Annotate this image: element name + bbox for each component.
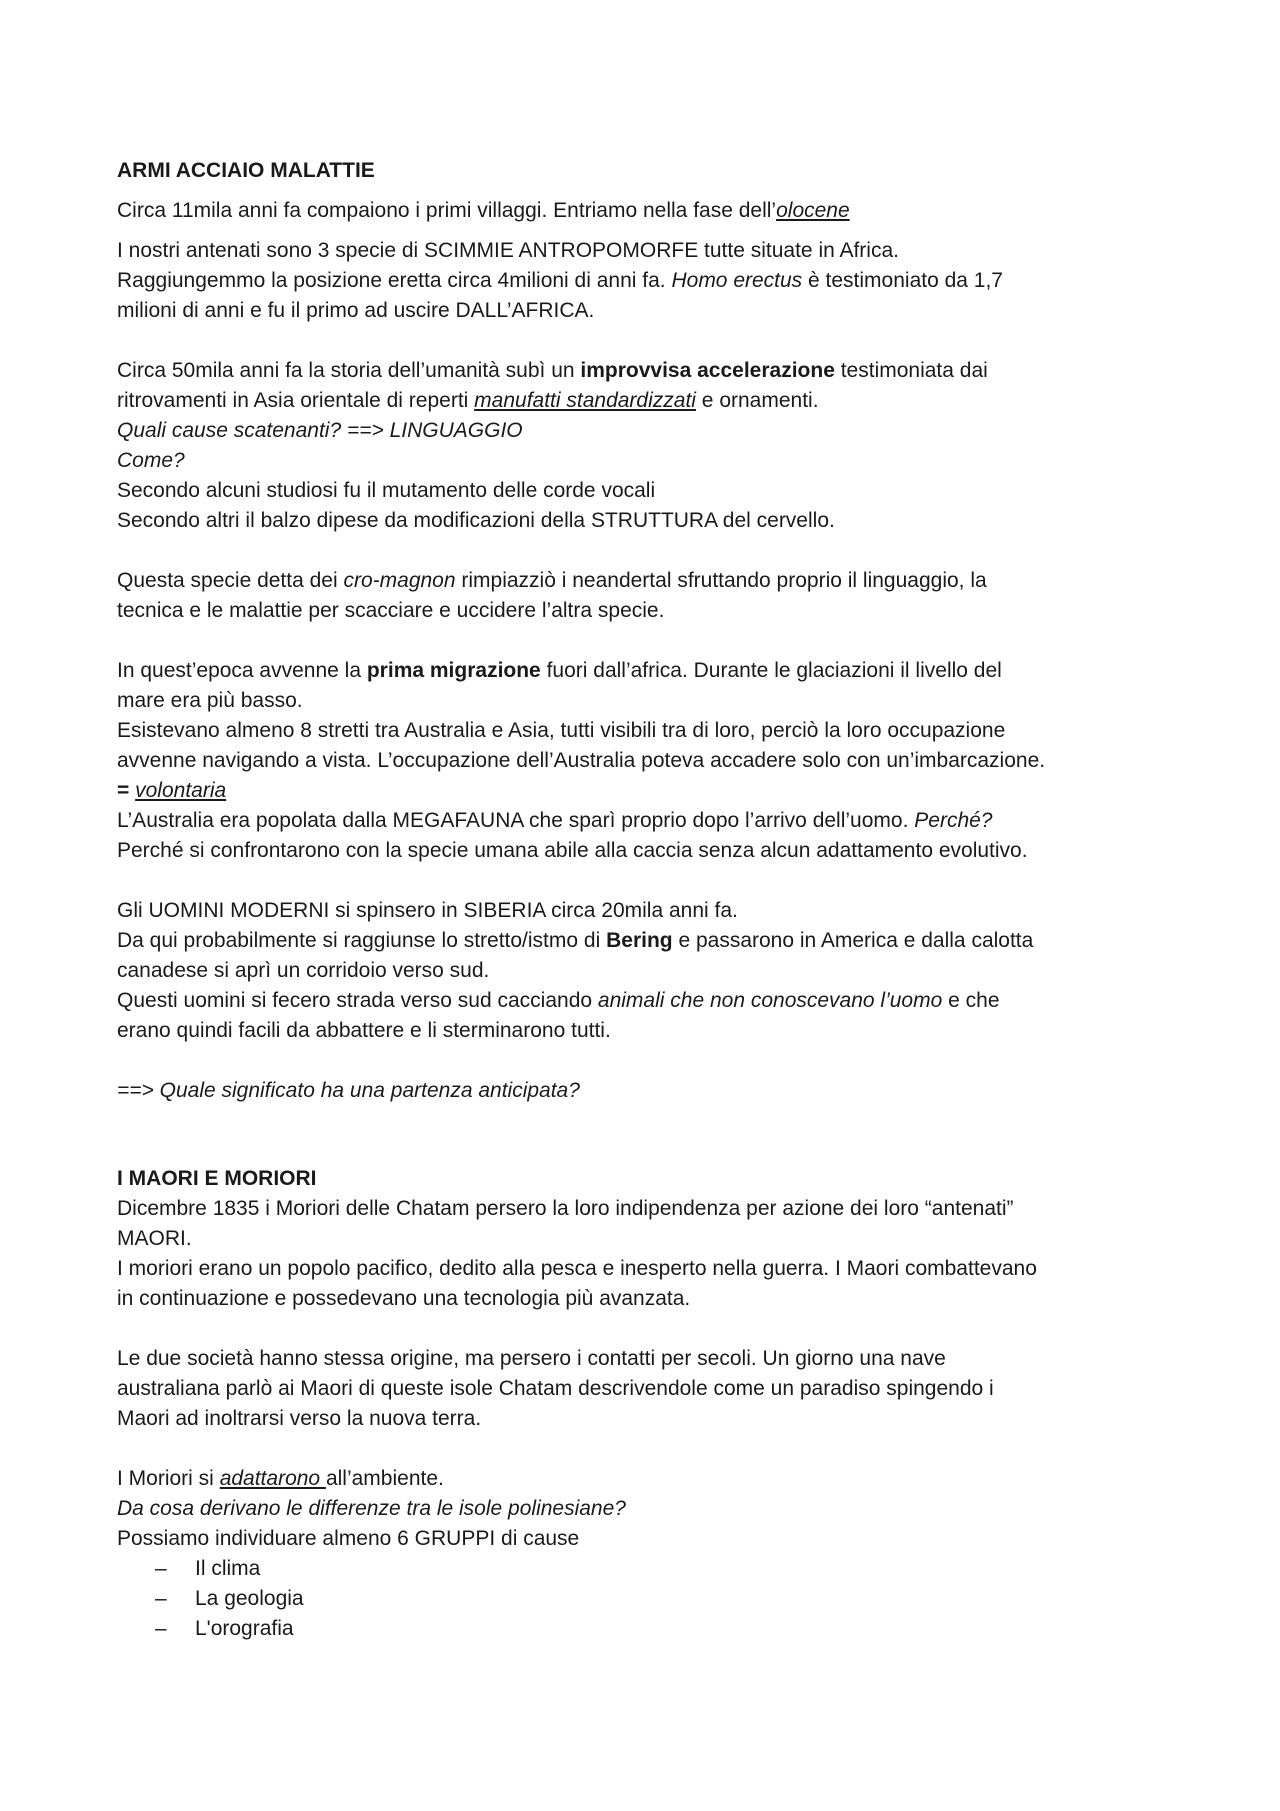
text-run: I Moriori si [117, 1467, 220, 1490]
text-line: in continuazione e possedevano una tecnologia più avanzata. [117, 1287, 691, 1310]
text-line: Da cosa derivano le differenze tra le isole polinesiane? [117, 1497, 626, 1520]
text-line: Secondo altri il balzo dipese da modificazioni della STRUTTURA del cervello. [117, 509, 835, 532]
text-run: Bering [606, 929, 673, 952]
text-line [117, 566, 1177, 596]
list-item [155, 1584, 1177, 1614]
text-line: milioni di anni e fu il primo ad uscire DALL’AFRICA. [117, 299, 595, 322]
text-run: fuori dall’africa. Durante le glaciazioni il livello del [540, 659, 1002, 682]
document-page [117, 156, 1177, 1644]
text-run: ritrovamenti in Asia orientale di reperti [117, 389, 475, 412]
text-line: MAORI. [117, 1227, 192, 1250]
text-line: I moriori erano un popolo pacifico, dedito alla pesca e inesperto nella guerra. I Maori combattevano [117, 1257, 1037, 1280]
text-run: Raggiungemmo la posizione eretta circa 4milioni di anni fa. [117, 269, 672, 292]
section-title: ARMI ACCIAIO MALATTIE [117, 159, 375, 182]
text-line: Quali cause scatenanti? ==> LINGUAGGIO [117, 419, 523, 442]
dash-bullet: – [155, 1617, 167, 1640]
list-item-text: La geologia [195, 1587, 304, 1610]
text-line: Maori ad inoltrarsi verso la nuova terra. [117, 1407, 482, 1430]
list-item-text: L'orografia [195, 1617, 294, 1640]
text-run: Questa specie detta dei [117, 569, 344, 592]
text-line: australiana parlò ai Maori di queste isole Chatam descrivendole come un paradiso spingendo i [117, 1377, 994, 1400]
text-line: mare era più basso. [117, 689, 303, 712]
text-line: Le due società hanno stessa origine, ma persero i contatti per secoli. Un giorno una nave [117, 1347, 946, 1370]
text-line [117, 386, 1177, 416]
list-item-text: Il clima [195, 1557, 261, 1580]
text-line: Gli UOMINI MODERNI si spinsero in SIBERIA circa 20mila anni fa. [117, 899, 738, 922]
text-run: testimoniata dai [834, 359, 988, 382]
text-run: olocene [776, 199, 850, 222]
list-item [155, 1614, 1177, 1644]
text-run: Homo erectus [671, 269, 803, 292]
text-run: Da qui probabilmente si raggiunse lo stretto/istmo di [117, 929, 607, 952]
text-run: Circa 11mila anni fa compaiono i primi villaggi. Entriamo nella fase dell’ [117, 199, 777, 222]
text-line [117, 986, 1177, 1016]
text-run: In quest’epoca avvenne la [117, 659, 367, 682]
text-run: Perché? [914, 809, 993, 832]
text-run: volontaria [135, 779, 227, 802]
text-run: e passarono in America e dalla calotta [672, 929, 1034, 952]
text-run: è testimoniato da 1,7 [802, 269, 1003, 292]
text-line: Perché si confrontarono con la specie umana abile alla caccia senza alcun adattamento evolutivo. [117, 839, 1028, 862]
paragraph [117, 196, 1177, 226]
text-line [117, 806, 1177, 836]
text-line: tecnica e le malattie per scacciare e uccidere l’altra specie. [117, 599, 665, 622]
text-line: Possiamo individuare almeno 6 GRUPPI di cause [117, 1527, 580, 1550]
text-run: animali che non conoscevano l’uomo [597, 989, 943, 1012]
text-line: erano quindi facili da abbattere e li sterminarono tutti. [117, 1019, 611, 1042]
text-run: Circa 50mila anni fa la storia dell’umanità subì un [117, 359, 581, 382]
text-line [117, 926, 1177, 956]
text-line [117, 776, 1177, 806]
list-item [155, 1554, 1177, 1584]
text-line: Esistevano almeno 8 stretti tra Australia e Asia, tutti visibili tra di loro, perciò la loro occupazione [117, 719, 1006, 742]
text-line [117, 356, 1177, 386]
text-line: canadese si aprì un corridoio verso sud. [117, 959, 490, 982]
text-line: Secondo alcuni studiosi fu il mutamento delle corde vocali [117, 479, 656, 502]
text-line [117, 1464, 1177, 1494]
text-line: Come? [117, 449, 185, 472]
text-run: prima migrazione [366, 659, 541, 682]
text-run: e ornamenti. [695, 389, 819, 412]
text-line: I nostri antenati sono 3 specie di SCIMMIE ANTROPOMORFE tutte situate in Africa. [117, 239, 899, 262]
text-run: adattarono [219, 1467, 326, 1490]
text-run: improvvisa accelerazione [580, 359, 835, 382]
text-run: L’Australia era popolata dalla MEGAFAUNA che sparì proprio dopo l’arrivo dell’uomo. [117, 809, 915, 832]
section-title: I MAORI E MORIORI [117, 1167, 317, 1190]
causes-list [117, 1554, 1177, 1644]
dash-bullet: – [155, 1557, 167, 1580]
text-run: all’ambiente. [325, 1467, 444, 1490]
text-line: avvenne navigando a vista. L’occupazione dell’Australia poteva accadere solo con un’imbarcazione. [117, 749, 1046, 772]
text-line [117, 266, 1177, 296]
text-run: cro-magnon [343, 569, 456, 592]
text-run: Questi uomini si fecero strada verso sud cacciando [117, 989, 598, 1012]
text-line [117, 656, 1177, 686]
text-line: ==> Quale significato ha una partenza anticipata? [117, 1079, 580, 1102]
text-run: = [117, 779, 136, 802]
text-run: e che [942, 989, 1000, 1012]
dash-bullet: – [155, 1587, 167, 1610]
text-run: rimpiazziò i neandertal sfruttando proprio il linguaggio, la [455, 569, 987, 592]
text-run: manufatti standardizzati [474, 389, 696, 412]
text-line: Dicembre 1835 i Moriori delle Chatam persero la loro indipendenza per azione dei loro “antenati” [117, 1197, 1014, 1220]
